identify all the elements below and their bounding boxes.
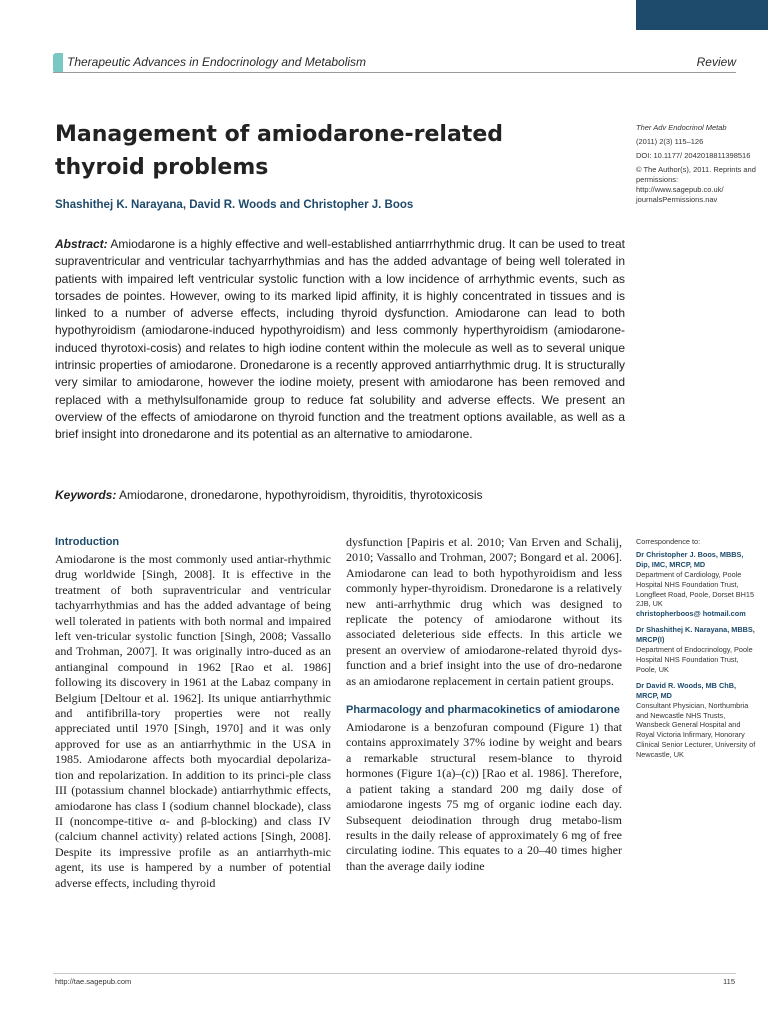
section-heading-introduction: Introduction bbox=[55, 536, 120, 548]
copyright: © The Author(s), 2011. Reprints and permissions: http://www.sagepub.co.uk/ journalsPermissions.nav bbox=[636, 165, 756, 204]
section-heading-pharmacology: Pharmacology and pharmacokinetics of amiodarone bbox=[346, 704, 620, 717]
journal-name: Therapeutic Advances in Endocrinology and Metabolism bbox=[67, 55, 367, 69]
keywords-text: Amiodarone, dronedarone, hypothyroidism, thyroiditis, thyrotoxicosis bbox=[116, 488, 483, 502]
page-number: 115 bbox=[723, 977, 735, 986]
author2-address: Department of Endocrinology, Poole Hospital NHS Foundation Trust, Poole, UK bbox=[636, 645, 753, 674]
abstract bbox=[55, 236, 625, 444]
doi[interactable]: DOI: 10.1177/ 2042018811398516 bbox=[636, 151, 751, 160]
header-divider bbox=[53, 72, 736, 73]
journal-accent-bar bbox=[53, 53, 63, 73]
author3-block bbox=[636, 681, 758, 760]
abstract-text: Amiodarone is a highly effective and well-established antiarrrhythmic drug. It can be used to treat supraventricular and ventricular tachyarrhythmias and has the added advantage of being well tolerated in patients with impaired left ventricular systolic function with a low incidence of arrhythmic events, such as torsades de pointes. However, owing to its marked lipid affinity, it is highly concentrated in tissues and is linked to a number of adverse effects, including thyroid dysfunction. Amiodarone can lead to both hypothyroidism (amiodarone-induced hypothyroidism) and less commonly hyperthyroidism (amiodarone-induced thyrotoxi-cosis) and relates to high iodine content within the molecule as well as to several unique intrinsic properties of amiodarone. Dronedarone is a recently approved antiarrhythmic drug. It is structurally very similar to amiodarone, however the iodine moiety, present with amiodarone has been removed and replaced with a methylsulfonamide group to reduce fat solubility and adverse effects. We present an overview of the effects of amiodarone on thyroid function and the treatment options available, as well as a brief insight into dronedarone and its potential as an alternative to amiodarone. bbox=[55, 237, 625, 442]
author2-block bbox=[636, 625, 758, 675]
body-column-left bbox=[55, 535, 331, 891]
body-column-right bbox=[346, 535, 622, 874]
article-title: Management of amiodarone-related thyroid problems bbox=[55, 122, 503, 180]
corner-color-block bbox=[636, 0, 768, 30]
author3-name: Dr David R. Woods, MB ChB, MRCP, MD bbox=[636, 680, 736, 700]
intro-paragraph: Amiodarone is the most commonly used antiar-rhythmic drug worldwide [Singh, 2008]. It is effective in the treatment of both supraventricular and ventricular tachyarrhythmias and has the added advantage of being well tolerated in patients with both normal and impaired left ven-tricular systolic function [Singh, 2008; Vassallo and Trohman, 2007]. It was originally intro-duced as an antianginal compound in 1962 [Rao et al. 1986] following its discovery in 1961 at the Labaz company in Belgium [Deltour et al. 1962]. Its unique antiarrhythmic and antifibrilla-tory properties were not really appreciated until 1970 [Singh, 1970] and it was only approved for use as an antiarrhythmic in the USA in 1985. Amiodarone affects both myocardial depolariza-tion and repolarization. In addition to its princi-ple class III (potassium channel blockade) antiarrhythmic effects, amiodarone has class I (sodium channel blockade), class II (noncompe-titive α- and β-blocking) and class IV (calcium channel activity) related actions [Singh, 2008]. Despite its impressive profile as an antiarrhyth-mic agent, its use is hampered by a number of potential adverse effects, including thyroid bbox=[55, 552, 331, 890]
author-list: Shashithej K. Narayana, David R. Woods and Christopher J. Boos bbox=[55, 199, 414, 211]
author1-email[interactable]: christopherboos@ hotmail.com bbox=[636, 609, 746, 619]
journal-header bbox=[53, 53, 736, 73]
correspondence-sidebar bbox=[636, 537, 758, 766]
col2-paragraph: dysfunction [Papiris et al. 2010; Van Erven and Schalij, 2010; Vassallo and Trohman, 2007; Bongard et al. 2006]. Amiodarone can lead to both hypothyroidism and less commonly hyper-thyroidism. Dronedarone is a relatively new anti-arrhythmic drug which was designed to replicate the potency of amiodarone without its associated deleterious side effects. In this article we present an overview of amiodarone-related thyroid dys-function and a brief insight into the use of dro-nedarone as an amiodarone replacement in certain patient groups. bbox=[346, 535, 622, 688]
author1-block bbox=[636, 550, 758, 619]
correspondence-heading: Correspondence to: bbox=[636, 537, 701, 546]
journal-abbrev: Ther Adv Endocrinol Metab bbox=[636, 123, 727, 132]
citation: (2011) 2(3) 115–126 bbox=[636, 137, 704, 146]
author1-name: Dr Christopher J. Boos, MBBS, Dip, IMC, MRCP, MD bbox=[636, 549, 744, 569]
pharm-paragraph: Amiodarone is a benzofuran compound (Figure 1) that contains approximately 37% iodine by weight and bears a remarkable structural resem-blance to thyroid hormones (Figure 1(a)–(c)) [Rao et al. 1986]. Therefore, a patient taking a standard 200 mg daily dose of amiodarone ingests 75 mg of organic iodine each day. Subsequent deiodination through drug metabo-lism results in the daily release of approximately 6 mg of free circulating iodine. This equates to a 20–40 times higher than the average daily iodine bbox=[346, 720, 622, 873]
footer-divider bbox=[53, 973, 736, 974]
abstract-label: Abstract: bbox=[55, 237, 108, 251]
author2-name: Dr Shashithej K. Narayana, MBBS, MRCP(I) bbox=[636, 625, 755, 645]
author1-address: Department of Cardiology, Poole Hospital NHS Foundation Trust, Longfleet Road, Poole, Dorset BH15 2JB, UK bbox=[636, 569, 755, 609]
keywords bbox=[55, 488, 635, 502]
keywords-label: Keywords: bbox=[55, 488, 117, 502]
article-type: Review bbox=[696, 55, 736, 69]
author3-address: Consultant Physician, Northumbria and Newcastle NHS Trusts, Wansbeck General Hospital and Royal Victoria Infirmary, Honorary Clinical Senior Lecturer, University of Newcastle, UK bbox=[636, 700, 756, 760]
article-metadata bbox=[636, 123, 756, 209]
footer-url[interactable]: http://tae.sagepub.com bbox=[55, 977, 132, 986]
